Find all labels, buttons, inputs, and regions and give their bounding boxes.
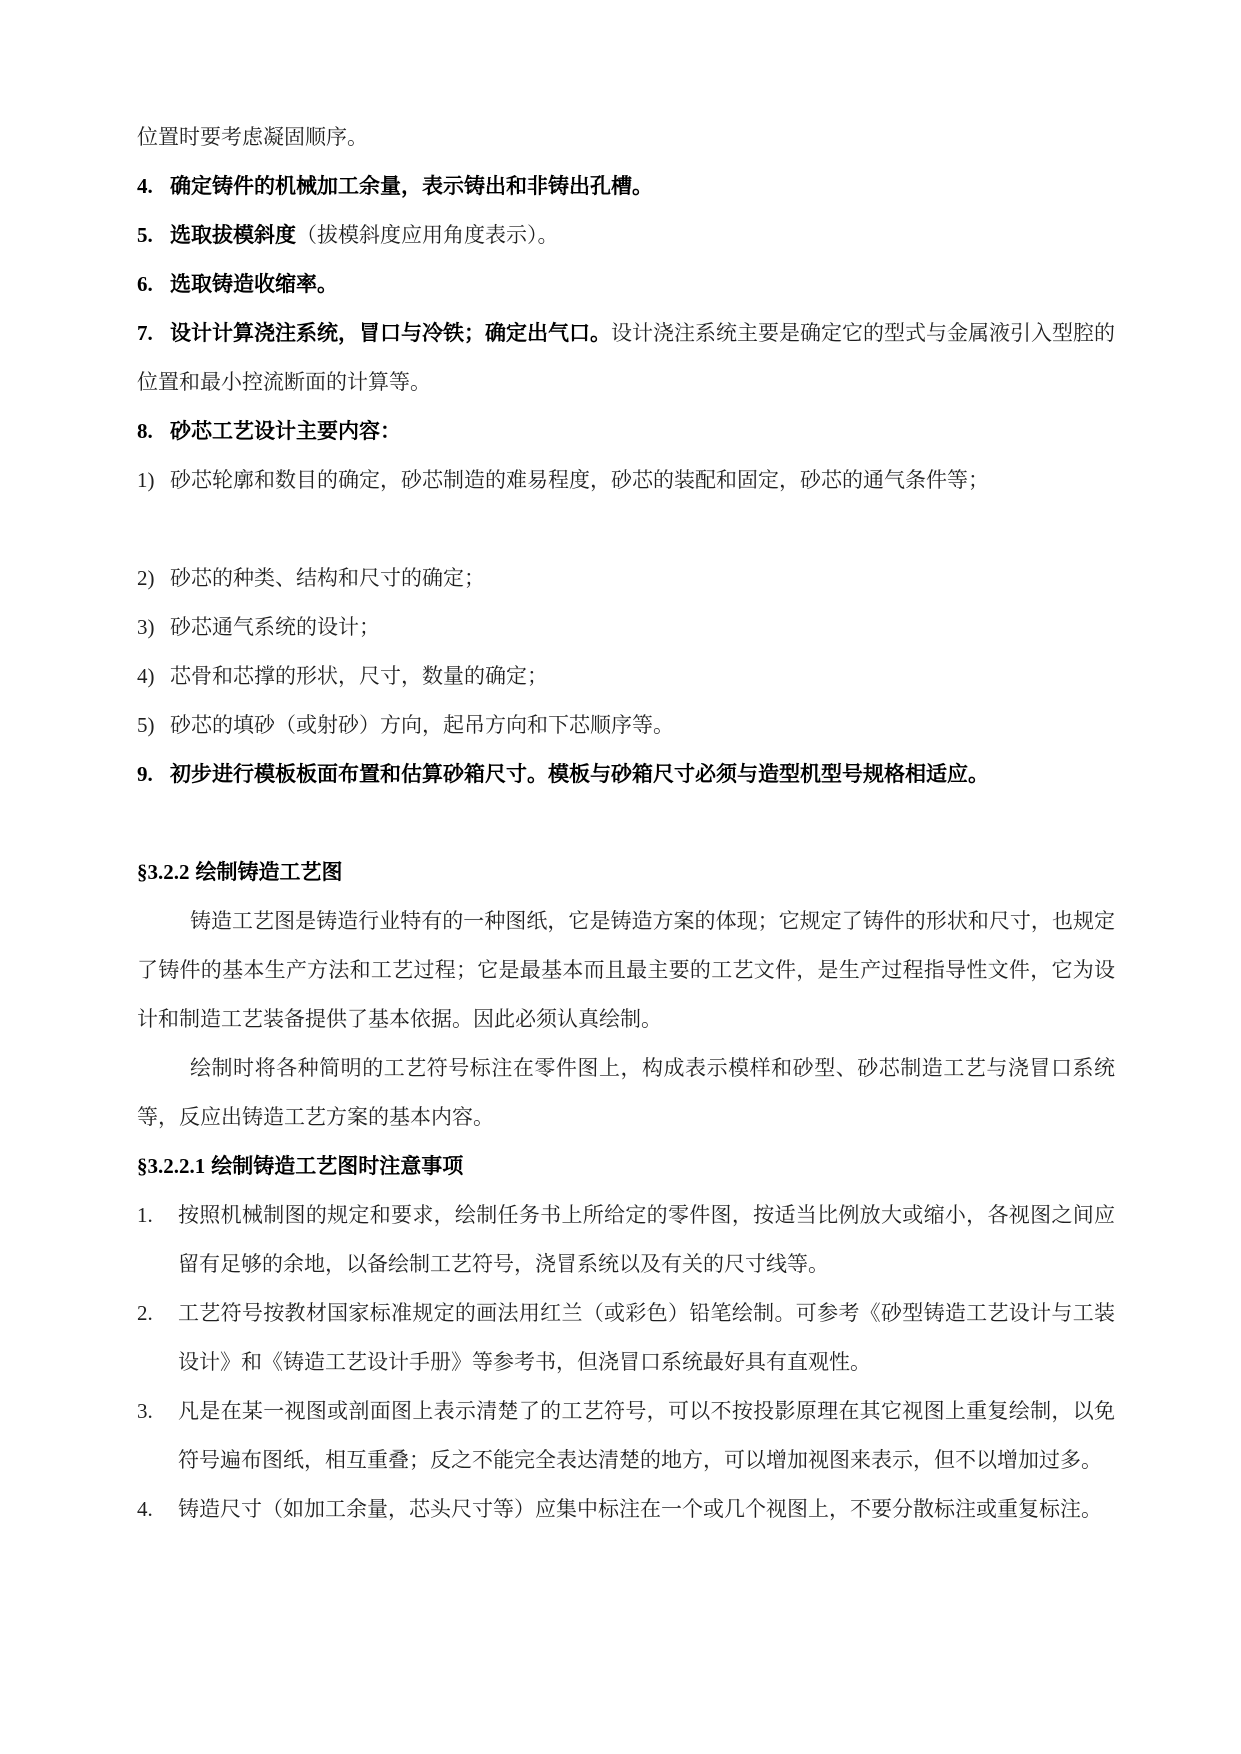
section-heading-3-2-2-1 bbox=[137, 1142, 1115, 1191]
item-5 bbox=[137, 211, 1115, 260]
text-run: 初步进行模板板面布置和估算砂箱尺寸。模板与砂箱尺寸必须与造型机型号规格相适应。 bbox=[170, 762, 989, 786]
item-number: 9. bbox=[137, 762, 153, 786]
item-8 bbox=[137, 407, 1115, 456]
paragraph-1 bbox=[137, 897, 1115, 1044]
item-number: 2. bbox=[137, 1301, 153, 1325]
item-number: 5) bbox=[137, 713, 155, 737]
text-run: 砂芯通气系统的设计； bbox=[170, 615, 380, 639]
section-number: §3.2.2 bbox=[137, 860, 190, 884]
subitem-5 bbox=[137, 701, 1115, 750]
item-9 bbox=[137, 750, 1115, 799]
item-number: 7. bbox=[137, 321, 153, 345]
paragraph-2 bbox=[137, 1044, 1115, 1142]
note-item-4 bbox=[137, 1485, 1115, 1534]
text-run: 砂芯工艺设计主要内容： bbox=[170, 419, 401, 443]
item-6 bbox=[137, 260, 1115, 309]
item-7 bbox=[137, 309, 1115, 407]
text-run: 铸造尺寸（如加工余量，芯头尺寸等）应集中标注在一个或几个视图上，不要分散标注或重复标注。 bbox=[178, 1497, 1102, 1521]
note-item-3 bbox=[137, 1387, 1115, 1485]
text-run: 设计计算浇注系统，冒口与冷铁；确定出气口。 bbox=[170, 321, 611, 345]
subitem-3 bbox=[137, 603, 1115, 652]
item-number: 4) bbox=[137, 664, 155, 688]
subitem-2 bbox=[137, 554, 1115, 603]
text-run: 设计浇注系统主要是确定它的型式与金属液引入型腔的位置和最小控流断面的计算等。 bbox=[137, 321, 1115, 394]
text-run: 选取拔模斜度 bbox=[170, 223, 296, 247]
item-number: 4. bbox=[137, 1497, 153, 1521]
text-run: 芯骨和芯撑的形状，尺寸，数量的确定； bbox=[170, 664, 548, 688]
item-number: 3) bbox=[137, 615, 155, 639]
item-number: 4. bbox=[137, 174, 153, 198]
item-number: 1) bbox=[137, 468, 155, 492]
item-number: 5. bbox=[137, 223, 153, 247]
text-run: 砂芯的填砂（或射砂）方向，起吊方向和下芯顺序等。 bbox=[170, 713, 674, 737]
text-run: 工艺符号按教材国家标准规定的画法用红兰（或彩色）铅笔绘制。可参考《砂型铸造工艺设计与工装设计》和《铸造工艺设计手册》等参考书，但浇冒口系统最好具有直观性。 bbox=[178, 1301, 1115, 1374]
blank-line bbox=[137, 799, 1115, 848]
blank-line bbox=[137, 505, 1115, 554]
item-number: 3. bbox=[137, 1399, 153, 1423]
text-run: 绘制铸造工艺图时注意事项 bbox=[211, 1154, 464, 1178]
text-run: 绘制时将各种简明的工艺符号标注在零件图上，构成表示模样和砂型、砂芯制造工艺与浇冒口系统等，反应出铸造工艺方案的基本内容。 bbox=[137, 1056, 1115, 1129]
text-run: 砂芯轮廓和数目的确定，砂芯制造的难易程度，砂芯的装配和固定，砂芯的通气条件等； bbox=[170, 468, 989, 492]
subitem-1 bbox=[137, 456, 1115, 505]
text-run: 确定铸件的机械加工余量，表示铸出和非铸出孔槽。 bbox=[170, 174, 653, 198]
subitem-4 bbox=[137, 652, 1115, 701]
text-run: 砂芯的种类、结构和尺寸的确定； bbox=[170, 566, 485, 590]
note-item-2 bbox=[137, 1289, 1115, 1387]
section-number: §3.2.2.1 bbox=[137, 1154, 206, 1178]
text-run: 选取铸造收缩率。 bbox=[170, 272, 338, 296]
text-run: 铸造工艺图是铸造行业特有的一种图纸，它是铸造方案的体现；它规定了铸件的形状和尺寸，也规定了铸件的基本生产方法和工艺过程；它是最基本而且最主要的工艺文件，是生产过程指导性文件，它为设计和制造工艺装备提供了基本依据。因此必须认真绘制。 bbox=[137, 909, 1115, 1031]
text-run: 绘制铸造工艺图 bbox=[195, 860, 343, 884]
text-run: 凡是在某一视图或剖面图上表示清楚了的工艺符号，可以不按投影原理在其它视图上重复绘制，以免符号遍布图纸，相互重叠；反之不能完全表达清楚的地方，可以增加视图来表示，但不以增加过多。 bbox=[178, 1399, 1115, 1472]
text-run: 按照机械制图的规定和要求，绘制任务书上所给定的零件图，按适当比例放大或缩小，各视图之间应留有足够的余地，以备绘制工艺符号，浇冒系统以及有关的尺寸线等。 bbox=[178, 1203, 1115, 1276]
text-run: （拔模斜度应用角度表示）。 bbox=[296, 223, 559, 247]
item-number: 1. bbox=[137, 1203, 153, 1227]
note-item-1 bbox=[137, 1191, 1115, 1289]
continuation-line bbox=[137, 113, 1115, 162]
section-heading-3-2-2 bbox=[137, 848, 1115, 897]
item-number: 8. bbox=[137, 419, 153, 443]
item-number: 2) bbox=[137, 566, 155, 590]
item-number: 6. bbox=[137, 272, 153, 296]
text-run: 位置时要考虑凝固顺序。 bbox=[137, 125, 368, 149]
item-4 bbox=[137, 162, 1115, 211]
